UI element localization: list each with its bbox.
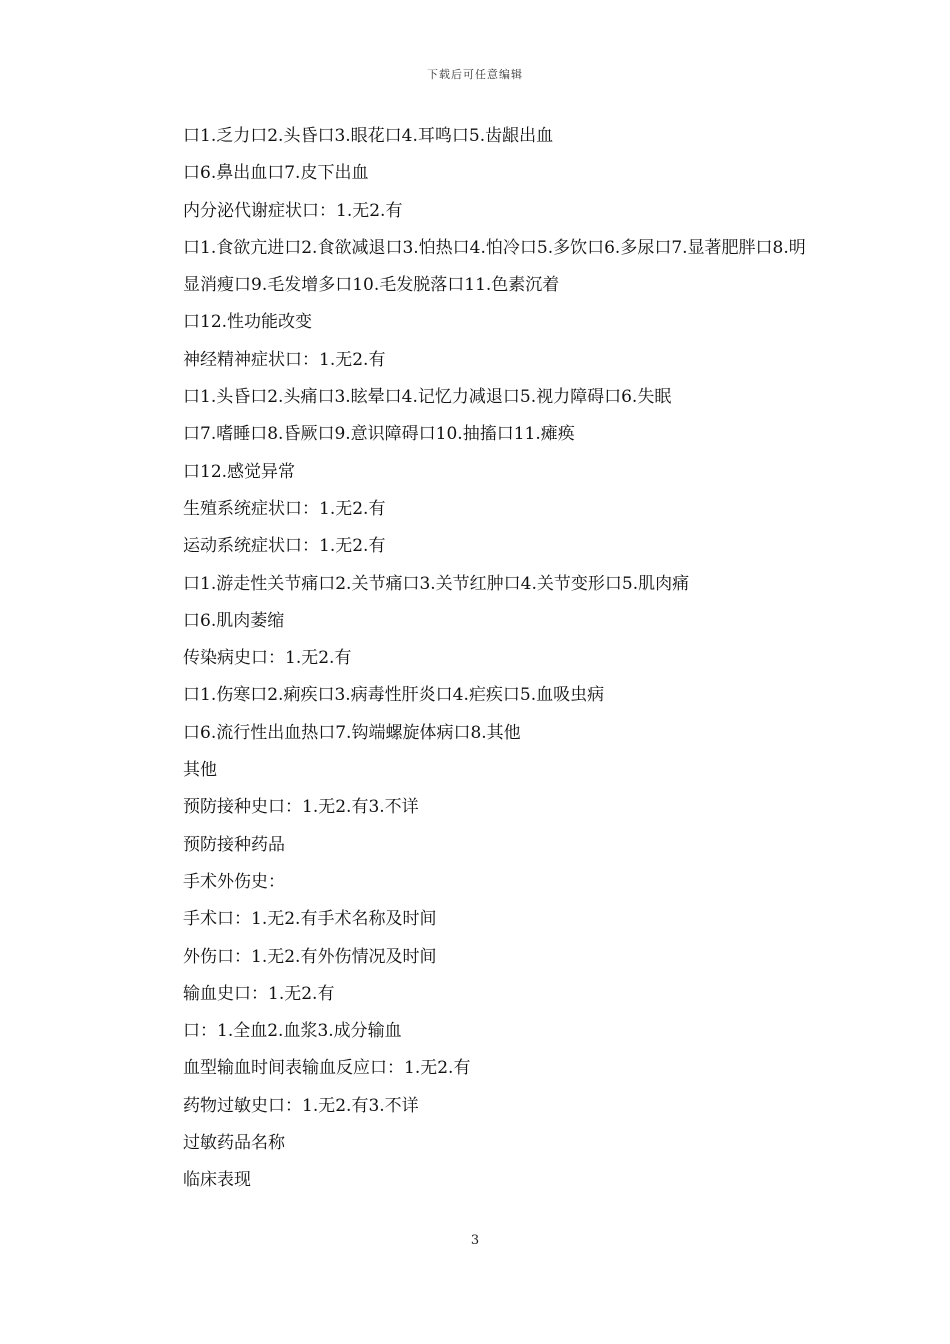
- text-line: 口6.肌肉萎缩: [183, 610, 285, 631]
- text-line: 预防接种史口：1.无2.有3.不详: [183, 797, 419, 818]
- text-line: 药物过敏史口：1.无2.有3.不详: [183, 1095, 419, 1116]
- text-line: 临床表现: [183, 1170, 251, 1191]
- text-line: 血型输血时间表输血反应口：1.无2.有: [183, 1058, 471, 1079]
- text-line-wrapped: 口1.食欲亢进口2.食欲减退口3.怕热口4.怕冷口5.多饮口6.多尿口7.显著肥胖口8.明显消瘦口9.毛发增多口10.毛发脱落口11.色素沉着: [183, 237, 806, 296]
- text-line: 口：1.全血2.血浆3.成分输血: [183, 1021, 402, 1042]
- text-line: 口1.伤寒口2.痢疾口3.病毒性肝炎口4.疟疾口5.血吸虫病: [183, 685, 605, 706]
- text-line: 内分泌代谢症状口：1.无2.有: [183, 200, 403, 221]
- text-line: 神经精神症状口：1.无2.有: [183, 349, 386, 370]
- text-line: 输血史口：1.无2.有: [183, 983, 335, 1004]
- text-line: 口1.游走性关节痛口2.关节痛口3.关节红肿口4.关节变形口5.肌肉痛: [183, 573, 690, 594]
- text-line: 过敏药品名称: [183, 1133, 285, 1154]
- page-number: 3: [470, 1233, 480, 1248]
- document-body: [145, 118, 815, 1200]
- text-line: 外伤口：1.无2.有外伤情况及时间: [183, 946, 437, 967]
- text-line: 口12.性功能改变: [183, 312, 313, 333]
- text-line: 口1.乏力口2.头昏口3.眼花口4.耳鸣口5.齿龈出血: [183, 126, 554, 146]
- text-line: 口7.嗜睡口8.昏厥口9.意识障碍口10.抽搐口11.瘫痪: [183, 424, 575, 445]
- text-line: 手术外伤史：: [183, 871, 285, 892]
- text-line: 运动系统症状口：1.无2.有: [183, 536, 386, 557]
- text-line: 传染病史口：1.无2.有: [183, 648, 352, 669]
- text-line: 口6.流行性出血热口7.钩端螺旋体病口8.其他: [183, 722, 521, 743]
- text-line: 手术口：1.无2.有手术名称及时间: [183, 909, 437, 930]
- page-header: 下载后可任意编辑: [427, 68, 523, 81]
- text-line: 预防接种药品: [183, 834, 285, 855]
- text-line: 生殖系统症状口：1.无2.有: [183, 498, 386, 519]
- text-line: 口12.感觉异常: [183, 461, 296, 482]
- text-line: 其他: [183, 760, 217, 781]
- text-line: 口6.鼻出血口7.皮下出血: [183, 163, 369, 184]
- text-line: [145, 230, 815, 305]
- text-line: 口1.头昏口2.头痛口3.眩晕口4.记忆力减退口5.视力障碍口6.失眠: [183, 387, 672, 408]
